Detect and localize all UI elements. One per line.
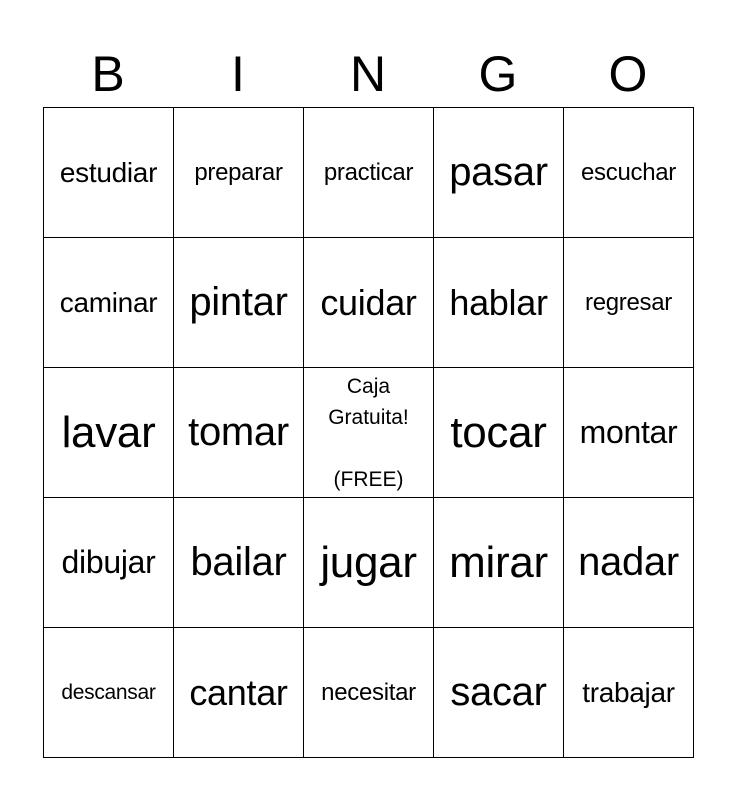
bingo-cell: descansar	[44, 628, 174, 758]
bingo-cell: cantar	[174, 628, 304, 758]
bingo-cell: caminar	[44, 238, 174, 368]
bingo-cell: necesitar	[304, 628, 434, 758]
free-space-cell	[304, 368, 434, 498]
bingo-grid	[43, 107, 694, 758]
bingo-cell: trabajar	[564, 628, 694, 758]
header-letter-o: O	[608, 46, 648, 102]
free-space-line1: Caja	[346, 374, 391, 398]
bingo-header	[43, 44, 693, 104]
bingo-cell: cuidar	[304, 238, 434, 368]
header-letter-n: N	[349, 46, 387, 102]
bingo-cell: hablar	[434, 238, 564, 368]
header-letter-b: B	[91, 46, 125, 102]
bingo-cell: tomar	[174, 368, 304, 498]
bingo-cell: escuchar	[564, 108, 694, 238]
bingo-cell: nadar	[564, 498, 694, 628]
free-space-line3: (FREE)	[333, 467, 404, 491]
bingo-cell: regresar	[564, 238, 694, 368]
bingo-cell: pasar	[434, 108, 564, 238]
bingo-cell: lavar	[44, 368, 174, 498]
bingo-cell: bailar	[174, 498, 304, 628]
bingo-cell: dibujar	[44, 498, 174, 628]
bingo-cell: estudiar	[44, 108, 174, 238]
bingo-cell: preparar	[174, 108, 304, 238]
bingo-cell: tocar	[434, 368, 564, 498]
bingo-cell: sacar	[434, 628, 564, 758]
bingo-cell: montar	[564, 368, 694, 498]
bingo-cell: pintar	[174, 238, 304, 368]
bingo-cell: mirar	[434, 498, 564, 628]
free-space-line2: Gratuita!	[328, 405, 409, 429]
header-letter-g: G	[478, 46, 518, 102]
header-letter-i: I	[231, 46, 245, 102]
bingo-cell: practicar	[304, 108, 434, 238]
bingo-cell: jugar	[304, 498, 434, 628]
